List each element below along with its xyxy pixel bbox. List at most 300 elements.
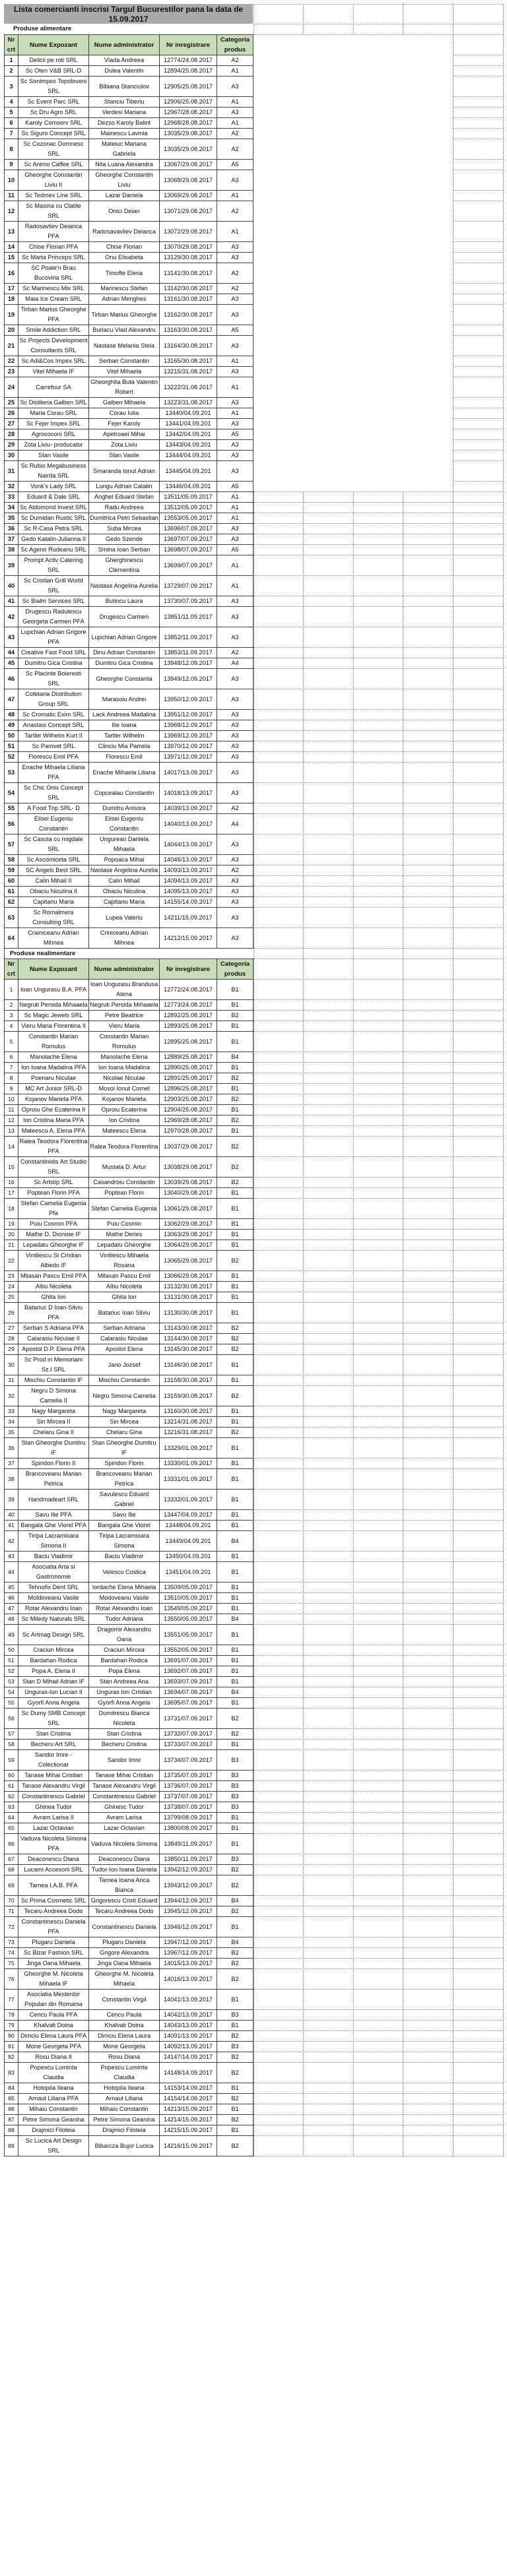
administrator-cell: Baciu Vladimir <box>89 1552 160 1562</box>
registration-cell: 14147/14.09.2017 <box>160 2052 217 2063</box>
administrator-cell: Jano Jozsef <box>89 1355 160 1375</box>
category-cell: B2 <box>217 1073 254 1084</box>
registration-cell: 13970/12.09.2017 <box>160 741 217 752</box>
nr-cell: 18 <box>5 294 18 305</box>
grid-row-line <box>254 1520 503 1521</box>
category-cell: A3 <box>217 720 254 731</box>
registration-cell: 13849/11.09.2017 <box>160 1834 217 1854</box>
nr-cell: 6 <box>5 118 18 129</box>
category-cell: B1 <box>217 1645 254 1656</box>
exhibitor-name-cell: Stan Gheorghe Dumitru IF <box>18 1438 89 1459</box>
exhibitor-name-cell: Mathe D. Dionisie IF <box>18 1230 89 1240</box>
registration-cell: 13161/30.08.2017 <box>160 294 217 305</box>
nr-cell: 24 <box>5 1282 18 1292</box>
registration-cell: 13697/07.09.2017 <box>160 534 217 545</box>
registration-cell: 13967/12.09.2017 <box>160 1948 217 1959</box>
table-row <box>5 1011 254 1021</box>
table-row <box>5 1729 254 1740</box>
administrator-cell: Dimciu Elena Laura <box>89 2031 160 2042</box>
category-cell: A2 <box>217 865 254 876</box>
exhibitor-name-cell: Creative Fast Food SRL <box>18 648 89 658</box>
administrator-cell: Vitel Mihaela <box>89 367 160 377</box>
exhibitor-name-cell: Constantinescu Gabriel <box>18 1792 89 1802</box>
table-row <box>5 2125 254 2136</box>
nr-cell: 23 <box>5 367 18 377</box>
nr-cell: 40 <box>5 576 18 596</box>
administrator-cell: Gheorghe M. Nicoleta Mihaela <box>89 1969 160 1990</box>
table-row <box>5 887 254 897</box>
table-row <box>5 1959 254 1969</box>
category-cell: B2 <box>217 1729 254 1740</box>
category-cell: A3 <box>217 451 254 461</box>
registration-cell: 14015/13.09.2017 <box>160 1959 217 1969</box>
table-row <box>5 1199 254 1219</box>
exhibitor-name-cell: Ioan Ungurasu B.A. PFA <box>18 980 89 1000</box>
registration-cell: 13732/07.09.2017 <box>160 1729 217 1740</box>
nr-cell: 53 <box>5 1677 18 1687</box>
nr-cell: 30 <box>5 1355 18 1375</box>
category-cell: B1 <box>217 2083 254 2094</box>
exhibitor-name-cell: Calarasiu Niculae II <box>18 1334 89 1344</box>
administrator-cell: Avram Larisa <box>89 1813 160 1823</box>
nr-cell: 22 <box>5 356 18 367</box>
table-row <box>5 284 254 294</box>
nr-cell: 17 <box>5 284 18 294</box>
administrator-cell: Batariuc Ioan Silviu <box>89 1303 160 1323</box>
administrator-cell: Dulea Valentin <box>89 66 160 77</box>
nr-cell: 30 <box>5 451 18 461</box>
exhibitor-name-cell: SC Angels Best SRL <box>18 865 89 876</box>
registration-cell: 13163/30.08.2017 <box>160 325 217 336</box>
registration-cell: 13164/30.08.2017 <box>160 336 217 356</box>
nr-cell: 3 <box>5 1011 18 1021</box>
table-row <box>5 160 254 170</box>
table-row <box>5 97 254 108</box>
nr-cell: 71 <box>5 1906 18 1917</box>
table-row <box>5 1073 254 1084</box>
exhibitor-name-cell: Sc Dumy SMB Concept SRL <box>18 1709 89 1729</box>
category-cell: B2 <box>217 1875 254 1896</box>
category-cell: B1 <box>217 2125 254 2136</box>
exhibitor-name-cell: Popescu Luminta Claudia <box>18 2063 89 2083</box>
exhibitor-name-cell: Ghinea Tudor <box>18 1802 89 1813</box>
category-cell: B1 <box>217 1021 254 1032</box>
category-cell: B2 <box>217 1157 254 1178</box>
exhibitor-name-cell: MC Art Junior SRL-D <box>18 1084 89 1094</box>
exhibitor-name-cell: Sc Siguro Concept SRL <box>18 129 89 139</box>
category-cell: B1 <box>217 1063 254 1073</box>
exhibitor-name-cell: Asociatia Mesterilor Populari din Romania <box>18 1990 89 2010</box>
category-cell: A5 <box>217 545 254 555</box>
administrator-cell: Constantin Virgil <box>89 1990 160 2010</box>
column-header: Nr crt <box>5 35 18 55</box>
category-cell: B4 <box>217 1937 254 1948</box>
exhibitor-name-cell: Sc Chic Onix Concept SRL <box>18 783 89 803</box>
category-cell: B4 <box>217 1687 254 1698</box>
exhibitor-name-cell: A Food Trip SRL- D <box>18 803 89 814</box>
registration-cell: 13035/29.08.2017 <box>160 139 217 160</box>
exhibitor-name-cell: Sc Artstip SRL <box>18 1178 89 1188</box>
registration-cell: 14043/13.09.2017 <box>160 2021 217 2031</box>
administrator-cell: Chise Florian <box>89 242 160 253</box>
nr-cell: 67 <box>5 1854 18 1865</box>
category-cell: A3 <box>217 908 254 928</box>
table-row <box>5 1865 254 1875</box>
grid-row-line <box>254 647 503 648</box>
administrator-cell: Dumitru Gica Cristina <box>89 658 160 669</box>
registration-cell: 13945/12.09.2017 <box>160 1906 217 1917</box>
category-cell: B1 <box>217 1604 254 1614</box>
registration-cell: 13800/08.09.2017 <box>160 1823 217 1834</box>
table-row <box>5 1063 254 1073</box>
table-row <box>5 1875 254 1896</box>
registration-cell: 13448/04.09.201 <box>160 1521 217 1531</box>
exhibitor-name-cell: Mone Georgeta PFA <box>18 2042 89 2052</box>
nr-cell: 7 <box>5 1063 18 1073</box>
category-cell: B1 <box>217 1625 254 1645</box>
category-cell: A3 <box>217 524 254 534</box>
exhibitor-name-cell: Sc Event Parc SRL <box>18 97 89 108</box>
table-row <box>5 534 254 545</box>
administrator-cell: Oproiu Ecaterina <box>89 1105 160 1115</box>
category-cell: A5 <box>217 325 254 336</box>
administrator-cell: Hotopila Ileana <box>89 2083 160 2094</box>
nr-cell: 38 <box>5 1469 18 1490</box>
category-cell: A1 <box>217 513 254 524</box>
category-cell: B3 <box>217 1854 254 1865</box>
administrator-cell: Lazar Octavian <box>89 1823 160 1834</box>
grid-row-line <box>254 1582 503 1583</box>
registration-cell: 13131/30.08.2017 <box>160 1292 217 1303</box>
category-cell: B2 <box>217 2115 254 2125</box>
nr-cell: 15 <box>5 253 18 263</box>
table-row <box>5 451 254 461</box>
nr-cell: 57 <box>5 1729 18 1740</box>
blank-area <box>254 35 453 491</box>
category-cell: A5 <box>217 160 254 170</box>
grid-row-line <box>254 1791 503 1792</box>
table-row <box>5 429 254 440</box>
administrator-cell: Popoaca Mihai <box>89 855 160 865</box>
administrator-cell: Khalvati Doina <box>89 2021 160 2031</box>
registration-cell: 13441/04.09.201 <box>160 419 217 429</box>
registration-cell: 13944/12.09.2017 <box>160 1896 217 1906</box>
nr-cell: 58 <box>5 1740 18 1750</box>
exhibitor-name-cell: Sc Masina cu Clatite SRL <box>18 201 89 222</box>
nr-cell: 81 <box>5 2042 18 2052</box>
administrator-cell: Mateescu Elena <box>89 1126 160 1137</box>
category-cell: A3 <box>217 596 254 607</box>
category-cell: A4 <box>217 658 254 669</box>
registration-cell: 14154/14.09.2017 <box>160 2094 217 2104</box>
nr-cell: 46 <box>5 1593 18 1604</box>
grid-row-line <box>254 1655 503 1656</box>
exhibitor-name-cell: Tanase Mihai Cristian <box>18 1771 89 1781</box>
administrator-cell: Lack Andreea Madalina <box>89 710 160 720</box>
administrator-cell: Mathe Denes <box>89 1230 160 1240</box>
registration-cell: 13130/30.08.2017 <box>160 1303 217 1323</box>
administrator-cell: Albu Nicoleta <box>89 1282 160 1292</box>
administrator-cell: Nastase Angelina Aurelia <box>89 576 160 596</box>
category-cell: B2 <box>217 1906 254 1917</box>
nr-cell: 44 <box>5 1562 18 1583</box>
nr-cell: 53 <box>5 763 18 783</box>
table-row <box>5 1032 254 1052</box>
administrator-cell: Petre Beatrice <box>89 1011 160 1021</box>
registration-cell: 13063/29.08.2017 <box>160 1230 217 1240</box>
table-row <box>5 336 254 356</box>
category-cell: B3 <box>217 2042 254 2052</box>
nr-cell: 80 <box>5 2031 18 2042</box>
exhibitor-name-cell: Sc Lucica Art Design SRL <box>18 2136 89 2156</box>
column-header: Nr crt <box>5 959 18 980</box>
table-row <box>5 1802 254 1813</box>
registration-cell: 13733/07.09.2017 <box>160 1740 217 1750</box>
nr-cell: 36 <box>5 1438 18 1459</box>
nr-cell: 68 <box>5 1865 18 1875</box>
administrator-cell: Petre Simona Geanina <box>89 2115 160 2125</box>
nr-cell: 36 <box>5 524 18 534</box>
table-row <box>5 545 254 555</box>
table-row <box>5 1406 254 1417</box>
grid-row-line <box>254 782 503 783</box>
nr-cell: 31 <box>5 1375 18 1386</box>
category-cell: B2 <box>217 1011 254 1021</box>
table-row <box>5 66 254 77</box>
exhibitor-name-cell: Sc Pamvet SRL <box>18 741 89 752</box>
exhibitor-name-cell: Tarnea I.A.B. PFA <box>18 1875 89 1896</box>
table-row <box>5 2094 254 2104</box>
table-row <box>5 855 254 865</box>
grid-row-line <box>254 1250 503 1251</box>
exhibitor-name-cell: Cencu Paula PFA <box>18 2010 89 2021</box>
registration-cell: 13069/29.08.2017 <box>160 191 217 201</box>
category-cell: B1 <box>217 1552 254 1562</box>
exhibitor-name-cell: Mischiu Constantin IF <box>18 1375 89 1386</box>
administrator-cell: Mischiu Constantin <box>89 1375 160 1386</box>
administrator-cell: Stan Gheorghe Dumitru IF <box>89 1438 160 1459</box>
exhibitor-name-cell: Sc Rubio Megabusiness Nairda SRL <box>18 461 89 482</box>
category-cell: A2 <box>217 284 254 294</box>
administrator-cell: Drajmici Filoteia <box>89 2125 160 2136</box>
table-row <box>5 627 254 648</box>
registration-cell: 13947/12.09.2017 <box>160 1937 217 1948</box>
nr-cell: 86 <box>5 2104 18 2115</box>
registration-cell: 13512/05.09.2017 <box>160 503 217 513</box>
category-cell: B1 <box>217 1583 254 1593</box>
nr-cell: 26 <box>5 408 18 419</box>
exhibitor-name-cell: Constantin Marian Romulus <box>18 1032 89 1052</box>
nr-cell: 27 <box>5 1323 18 1334</box>
administrator-cell: Modoveanu Vasile <box>89 1593 160 1604</box>
nr-cell: 77 <box>5 1990 18 2010</box>
registration-cell: 13698/07.09.2017 <box>160 545 217 555</box>
grid-row-line <box>254 1530 503 1531</box>
category-cell: B3 <box>217 2010 254 2021</box>
table-row <box>5 2021 254 2031</box>
grid-row-line <box>254 523 503 524</box>
grid-row-line <box>254 1229 503 1230</box>
table-row <box>5 1251 254 1271</box>
grid-row-line <box>254 2009 503 2010</box>
category-cell: B1 <box>217 1282 254 1292</box>
exhibitor-name-cell: Drajmici Filoteia <box>18 2125 89 2136</box>
exhibitor-name-cell: Sc Distileria Galben SRL <box>18 398 89 408</box>
nr-cell: 57 <box>5 834 18 855</box>
category-cell: A3 <box>217 419 254 429</box>
registration-cell: 13736/07.09.2017 <box>160 1781 217 1792</box>
exhibitor-name-cell: Bardahan Rodica <box>18 1656 89 1666</box>
table-row <box>5 294 254 305</box>
category-cell: B2 <box>217 1969 254 1990</box>
category-cell: A1 <box>217 97 254 108</box>
table-row <box>5 1771 254 1781</box>
registration-cell: 13509/05.09.2017 <box>160 1583 217 1593</box>
exhibitor-name-cell: Asociatia Arta si Gastronomie <box>18 1562 89 1583</box>
table-row <box>5 1781 254 1792</box>
exhibitor-name-cell: Negru D Simona Camelia II <box>18 1386 89 1406</box>
registration-cell: 13852/11.09.2017 <box>160 627 217 648</box>
exhibitor-name-cell: Florescu Emil PFA <box>18 752 89 763</box>
administrator-cell: Lepadatu Gheorghe <box>89 1240 160 1251</box>
table-row <box>5 1271 254 1282</box>
table-row <box>5 77 254 97</box>
registration-cell: 12895/25.08.2017 <box>160 1032 217 1052</box>
exhibitor-name-cell: Sc Prima Cosmetic SRL <box>18 1896 89 1906</box>
category-cell: A3 <box>217 253 254 263</box>
grid-row-line <box>254 502 503 503</box>
nr-cell: 48 <box>5 710 18 720</box>
registration-cell: 14046/13.09.2017 <box>160 855 217 865</box>
exhibitor-name-cell: Hotopila Ileana <box>18 2083 89 2094</box>
category-cell: B4 <box>217 1896 254 1906</box>
table-row <box>5 1917 254 1937</box>
exhibitor-name-cell: Gheorghe Constantin Liviu II <box>18 170 89 191</box>
nr-cell: 14 <box>5 242 18 253</box>
table-row <box>5 980 254 1000</box>
registration-cell: 13159/30.08.2017 <box>160 1386 217 1406</box>
table-row <box>5 1094 254 1105</box>
grid-row-line <box>254 999 503 1000</box>
administrator-cell: Ioan Ungurasu Brandusa Atena <box>89 980 160 1000</box>
administrator-cell: Marinescu Stefan <box>89 284 160 294</box>
category-cell: A2 <box>217 139 254 160</box>
administrator-cell: Vaduva Nicoleta Simona <box>89 1834 160 1854</box>
table-row <box>5 305 254 325</box>
exhibitor-name-cell: Batariuc D Ioan-Silviu PFA <box>18 1303 89 1323</box>
grid-row-line <box>254 1031 503 1032</box>
category-cell: B1 <box>217 1271 254 1282</box>
nr-cell: 42 <box>5 1531 18 1552</box>
nr-cell: 35 <box>5 513 18 524</box>
category-cell: B1 <box>217 1303 254 1323</box>
nr-cell: 54 <box>5 1687 18 1698</box>
nr-cell: 63 <box>5 1802 18 1813</box>
table-row <box>5 1583 254 1593</box>
nr-cell: 15 <box>5 1157 18 1178</box>
category-cell: A1 <box>217 356 254 367</box>
table-row <box>5 1115 254 1126</box>
exhibitor-name-cell: Ralea Teodora Florentina PFA <box>18 1137 89 1157</box>
administrator-cell: Stan Vasile <box>89 451 160 461</box>
registration-cell: 12906/25.08.2017 <box>160 97 217 108</box>
exhibitor-name-cell: Sc Bialm Services SRL <box>18 596 89 607</box>
exhibitor-name-cell: Smile Addiction SRL <box>18 325 89 336</box>
nr-cell: 60 <box>5 876 18 887</box>
registration-cell: 14216/15.09.2017 <box>160 2136 217 2156</box>
category-cell: B1 <box>217 1490 254 1510</box>
exhibitor-name-cell: Arnaut Liliana PFA <box>18 2094 89 2104</box>
registration-cell: 12773/24.08.2017 <box>160 1000 217 1011</box>
nr-cell: 9 <box>5 160 18 170</box>
registration-cell: 13450/04.09.201 <box>160 1552 217 1562</box>
grid-row-line <box>254 1354 503 1355</box>
administrator-cell: Jinga Oana Mihaela <box>89 1959 160 1969</box>
administrator-cell: Iordache Elena Mihaela <box>89 1583 160 1593</box>
administrator-cell: Ralea Teodora Florentina <box>89 1137 160 1157</box>
table-row <box>5 1417 254 1428</box>
registration-cell: 13946/12.09.2017 <box>160 1917 217 1937</box>
administrator-cell: Suba Mircea <box>89 524 160 534</box>
category-cell: B2 <box>217 1094 254 1105</box>
table-row <box>5 1355 254 1375</box>
table-row <box>5 1896 254 1906</box>
table-row <box>5 1698 254 1709</box>
grid-row-line <box>254 606 503 607</box>
exhibitor-name-cell: Sandor Imre - Colectionar <box>18 1750 89 1771</box>
grid-row-line <box>254 1676 503 1677</box>
administrator-cell: Corau Iulia <box>89 408 160 419</box>
grid-row-line <box>254 491 503 492</box>
exhibitor-name-cell: Savu Ilie PFA <box>18 1510 89 1521</box>
administrator-cell: Puiu Cosmin <box>89 1219 160 1230</box>
grid-row-line <box>254 2020 503 2021</box>
nr-cell: 64 <box>5 1813 18 1823</box>
category-cell: A3 <box>217 855 254 865</box>
grid-row-line <box>254 1468 503 1469</box>
nr-cell: 34 <box>5 503 18 513</box>
exhibitor-name-cell: Sc Oten V&B SRL-D <box>18 66 89 77</box>
administrator-cell: Constantin Marian Romulus <box>89 1032 160 1052</box>
grid-row-line <box>254 1083 503 1084</box>
grid-row-line <box>254 1437 503 1438</box>
grid-row-line <box>254 907 503 908</box>
category-cell: B3 <box>217 1781 254 1792</box>
administrator-cell: Grigorescu Cristi Eduard <box>89 1896 160 1906</box>
registration-cell: 13144/30.08.2017 <box>160 1334 217 1344</box>
nr-cell: 74 <box>5 1948 18 1959</box>
registration-cell: 13695/07.09.2017 <box>160 1698 217 1709</box>
table-row <box>5 55 254 66</box>
administrator-cell: Obaciu Niculina <box>89 887 160 897</box>
registration-cell: 13065/29.08.2017 <box>160 1251 217 1271</box>
nr-cell: 49 <box>5 1625 18 1645</box>
registration-cell: 13440/04.09.201 <box>160 408 217 419</box>
table-row <box>5 669 254 689</box>
table-row <box>5 720 254 731</box>
exhibitor-name-cell: Negruti Persida Mihaaela <box>18 1000 89 1011</box>
registration-cell: 13072/29.08.2017 <box>160 222 217 242</box>
registration-cell: 13040/29.08.2017 <box>160 1188 217 1199</box>
table-row <box>5 1303 254 1323</box>
registration-cell: 13035/29.08.2017 <box>160 129 217 139</box>
category-cell: B2 <box>217 1959 254 1969</box>
nr-cell: 73 <box>5 1937 18 1948</box>
exhibitor-name-cell: Sc Cristian Grill World SRL <box>18 576 89 596</box>
table-row <box>5 741 254 752</box>
category-cell: B1 <box>217 1230 254 1240</box>
administrator-cell: Gherghinescu Clementina <box>89 555 160 576</box>
